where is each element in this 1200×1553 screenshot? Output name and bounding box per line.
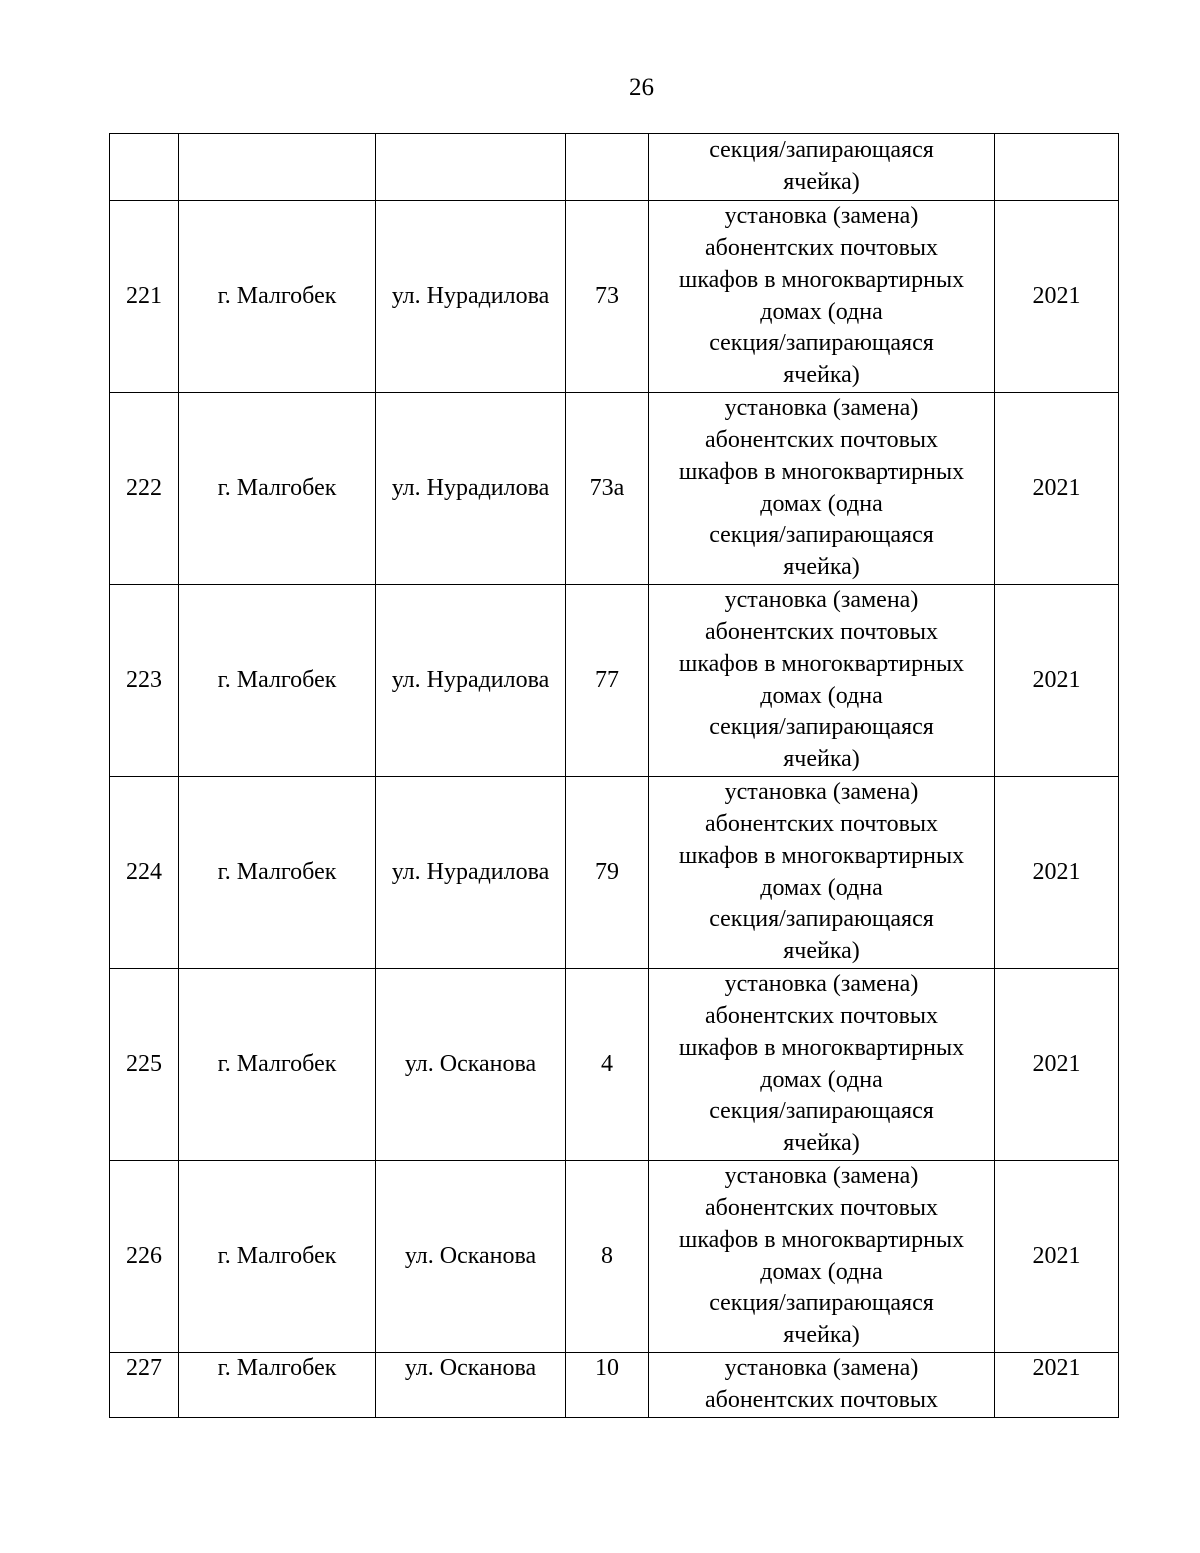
cell-city: г. Малгобек — [179, 393, 376, 585]
cell-street: ул. Нурадилова — [376, 585, 566, 777]
table-row — [110, 1353, 1119, 1418]
table-row-continuation — [110, 134, 1119, 201]
cell-work-type: установка (замена) абонентских почтовых шкафов в многоквартирных домах (одна секция/запирающаяся ячейка) — [649, 777, 995, 969]
table-row — [110, 1161, 1119, 1353]
cell-work-type: установка (замена) абонентских почтовых — [649, 1353, 995, 1418]
cell-street: ул. Осканова — [376, 1161, 566, 1353]
table-row — [110, 201, 1119, 393]
page-number: 26 — [629, 74, 654, 101]
table-row — [110, 969, 1119, 1161]
cell-street: ул. Осканова — [376, 969, 566, 1161]
cell-city: г. Малгобек — [179, 969, 376, 1161]
cell-number: 222 — [110, 393, 179, 585]
cell-work-type: установка (замена) абонентских почтовых шкафов в многоквартирных домах (одна секция/запирающаяся ячейка) — [649, 969, 995, 1161]
cell-year: 2021 — [995, 393, 1119, 585]
data-table — [109, 133, 1119, 1418]
cell-city: г. Малгобек — [179, 1161, 376, 1353]
cell-house — [566, 134, 649, 201]
cell-street: ул. Нурадилова — [376, 393, 566, 585]
cell-house: 8 — [566, 1161, 649, 1353]
cell-work-type: установка (замена) абонентских почтовых шкафов в многоквартирных домах (одна секция/запирающаяся ячейка) — [649, 201, 995, 393]
cell-number — [110, 134, 179, 201]
cell-number: 226 — [110, 1161, 179, 1353]
cell-number: 225 — [110, 969, 179, 1161]
cell-year: 2021 — [995, 1353, 1119, 1418]
cell-year: 2021 — [995, 777, 1119, 969]
cell-house: 4 — [566, 969, 649, 1161]
cell-work-type: установка (замена) абонентских почтовых шкафов в многоквартирных домах (одна секция/запирающаяся ячейка) — [649, 393, 995, 585]
table-row — [110, 777, 1119, 969]
cell-house: 77 — [566, 585, 649, 777]
cell-number: 227 — [110, 1353, 179, 1418]
cell-work-type: установка (замена) абонентских почтовых шкафов в многоквартирных домах (одна секция/запирающаяся ячейка) — [649, 585, 995, 777]
cell-house: 10 — [566, 1353, 649, 1418]
cell-city: г. Малгобек — [179, 201, 376, 393]
cell-city: г. Малгобек — [179, 1353, 376, 1418]
cell-number: 224 — [110, 777, 179, 969]
cell-year: 2021 — [995, 201, 1119, 393]
cell-year: 2021 — [995, 585, 1119, 777]
cell-year: 2021 — [995, 969, 1119, 1161]
table-row — [110, 393, 1119, 585]
cell-city: г. Малгобек — [179, 585, 376, 777]
cell-year: 2021 — [995, 1161, 1119, 1353]
cell-street: ул. Нурадилова — [376, 777, 566, 969]
cell-house: 73а — [566, 393, 649, 585]
cell-street: ул. Осканова — [376, 1353, 566, 1418]
cell-house: 73 — [566, 201, 649, 393]
table-row — [110, 585, 1119, 777]
cell-year — [995, 134, 1119, 201]
cell-house: 79 — [566, 777, 649, 969]
cell-city — [179, 134, 376, 201]
cell-street — [376, 134, 566, 201]
cell-number: 221 — [110, 201, 179, 393]
cell-city: г. Малгобек — [179, 777, 376, 969]
cell-work-type: секция/запирающаяся ячейка) — [649, 134, 995, 201]
cell-number: 223 — [110, 585, 179, 777]
cell-street: ул. Нурадилова — [376, 201, 566, 393]
cell-work-type: установка (замена) абонентских почтовых шкафов в многоквартирных домах (одна секция/запирающаяся ячейка) — [649, 1161, 995, 1353]
